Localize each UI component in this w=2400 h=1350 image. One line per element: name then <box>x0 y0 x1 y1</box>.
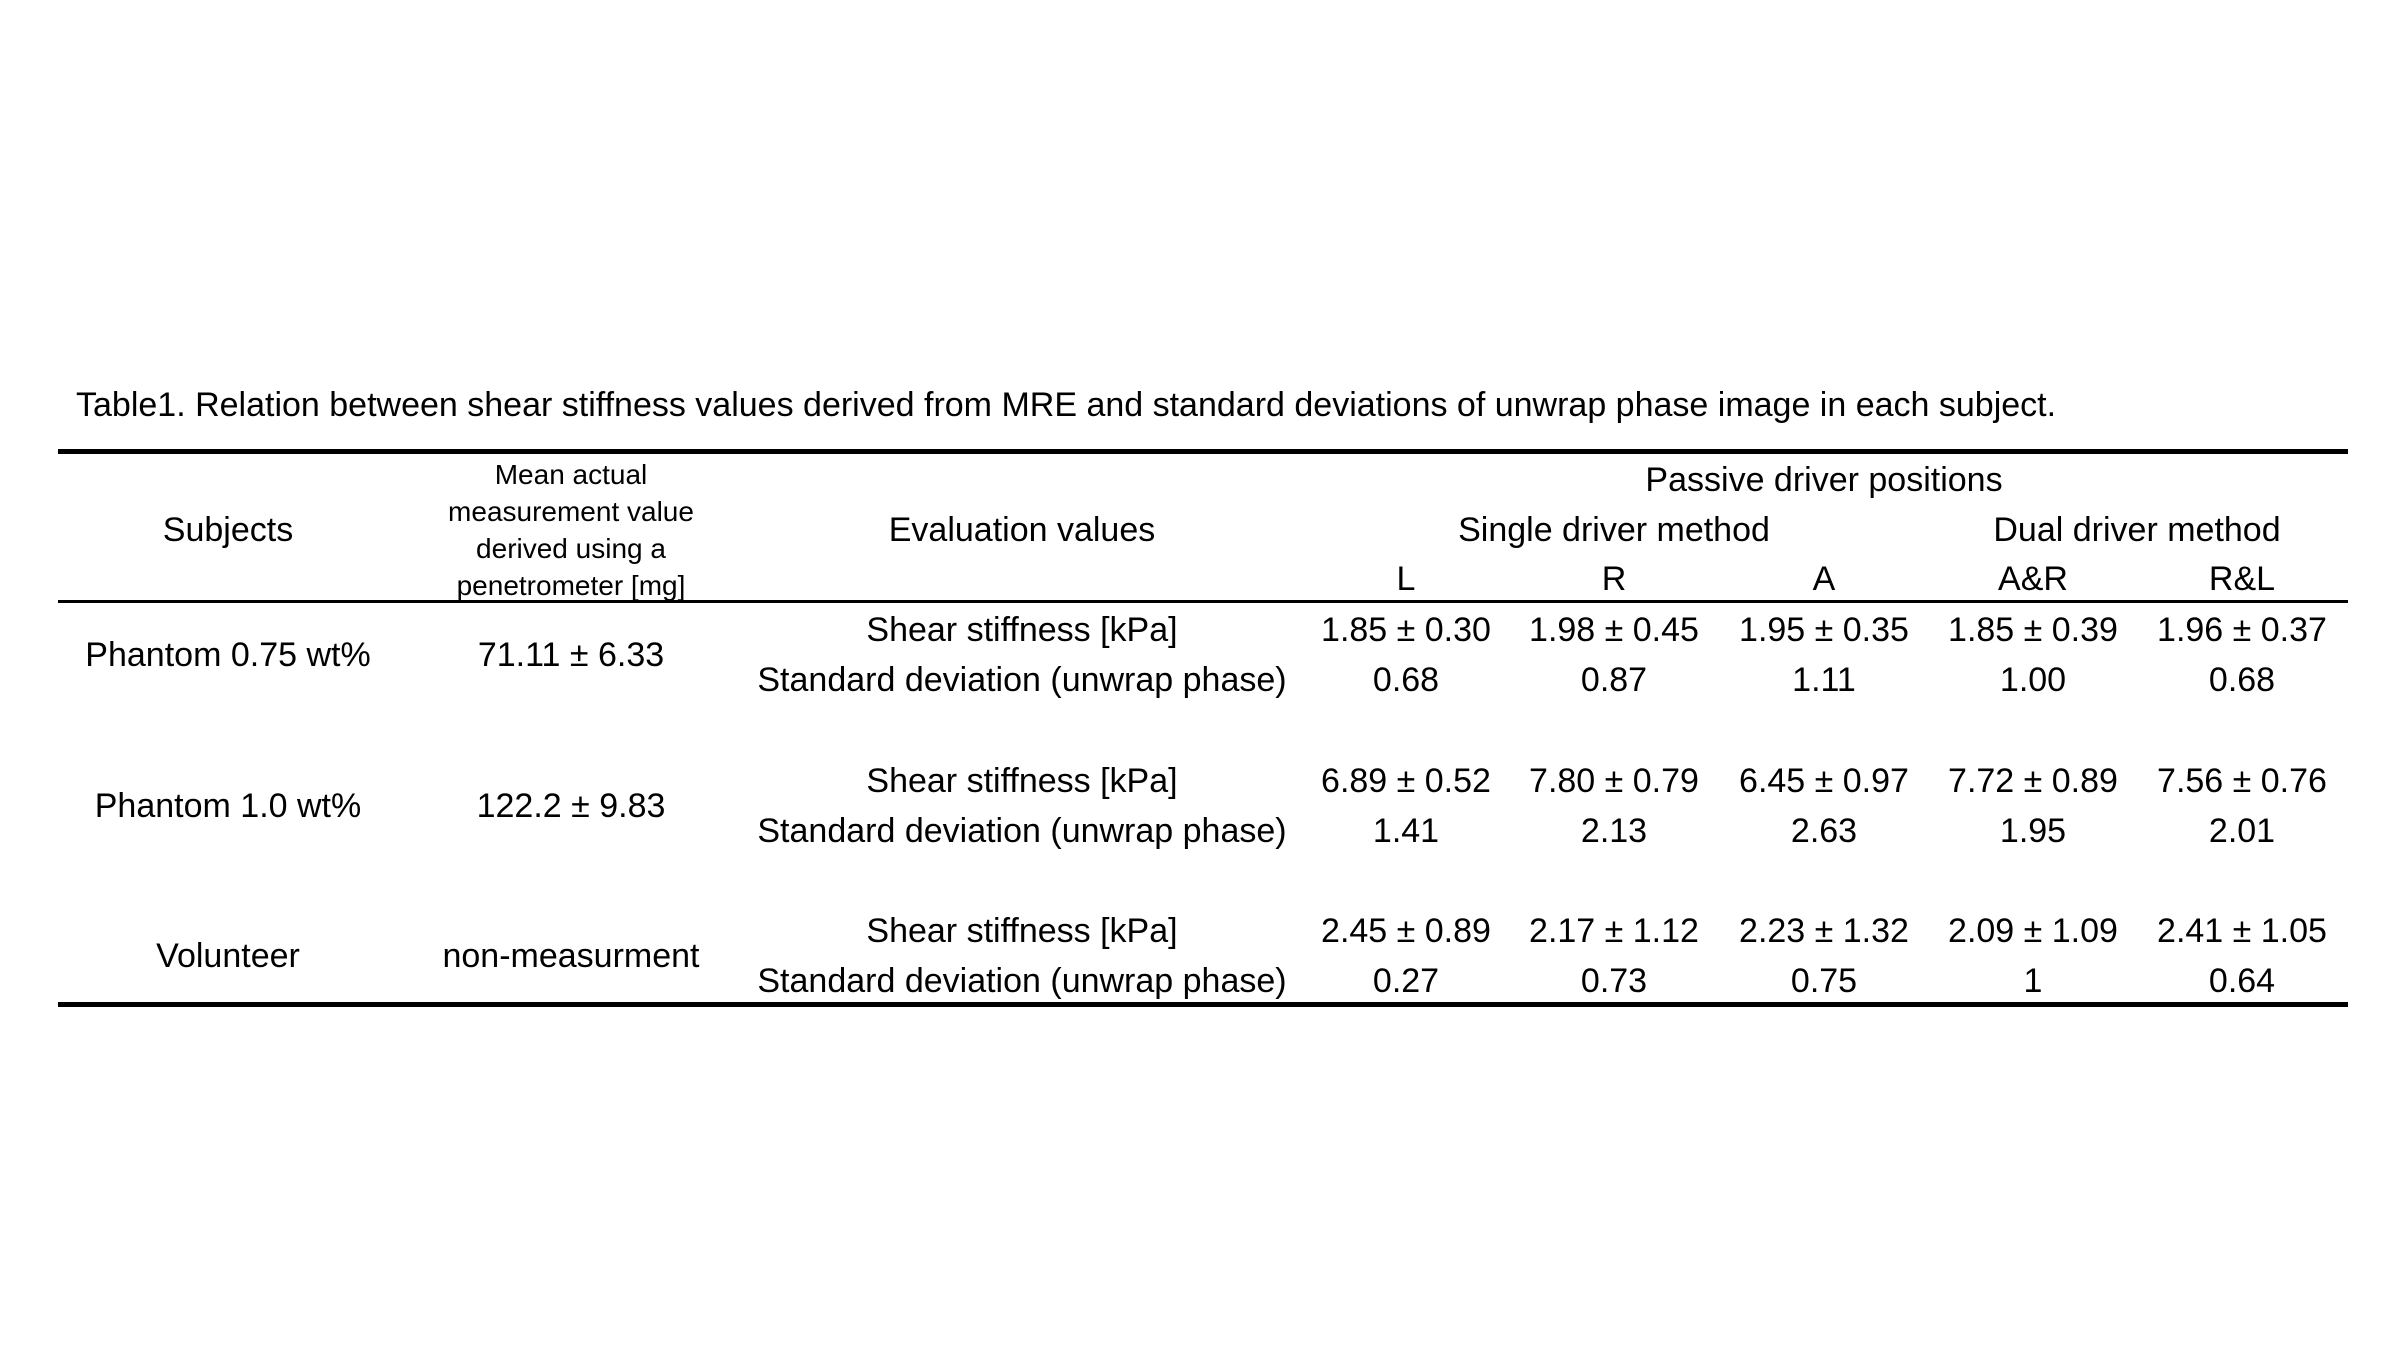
header-position-rl: R&L <box>2208 560 2276 598</box>
header-subjects: Subjects <box>162 511 294 549</box>
row-mean-value: 122.2 ± 9.83 <box>476 787 666 825</box>
cell-stiffness-rl: 1.96 ± 0.37 <box>2157 611 2327 649</box>
cell-sd-rl: 2.01 <box>2208 812 2276 850</box>
row-subject: Volunteer <box>156 937 300 975</box>
header-rule <box>58 600 2348 603</box>
cell-sd-r: 2.13 <box>1580 812 1648 850</box>
cell-sd-a: 1.11 <box>1792 661 1856 699</box>
header-position-l: L <box>1396 560 1416 598</box>
row-subject: Phantom 0.75 wt% <box>85 636 371 674</box>
row-stiffness-label: Shear stiffness [kPa] <box>866 762 1178 800</box>
cell-stiffness-ar: 1.85 ± 0.39 <box>1948 611 2118 649</box>
header-mean-value <box>448 456 694 604</box>
cell-stiffness-l: 1.85 ± 0.30 <box>1321 611 1491 649</box>
cell-sd-rl: 0.64 <box>2208 962 2276 1000</box>
header-mean-line: derived using a <box>476 533 666 564</box>
header-position-a: A <box>1812 560 1836 598</box>
row-stiffness-label: Shear stiffness [kPa] <box>866 912 1178 950</box>
cell-stiffness-rl: 2.41 ± 1.05 <box>2157 912 2327 950</box>
cell-sd-rl: 0.68 <box>2208 661 2276 699</box>
row-mean-value: non-measurment <box>442 937 700 975</box>
row-subject: Phantom 1.0 wt% <box>94 787 362 825</box>
cell-sd-a: 0.75 <box>1790 962 1858 1000</box>
header-passive-positions: Passive driver positions <box>1645 461 2003 499</box>
header-dual-method: Dual driver method <box>1993 511 2281 549</box>
header-mean-line: penetrometer [mg] <box>456 570 686 601</box>
cell-sd-r: 0.73 <box>1580 962 1648 1000</box>
cell-stiffness-ar: 7.72 ± 0.89 <box>1948 762 2118 800</box>
cell-stiffness-a: 6.45 ± 0.97 <box>1739 762 1909 800</box>
cell-stiffness-rl: 7.56 ± 0.76 <box>2157 762 2327 800</box>
cell-stiffness-r: 7.80 ± 0.79 <box>1529 762 1699 800</box>
top-rule <box>58 449 2348 454</box>
row-sd-label: Standard deviation (unwrap phase) <box>757 812 1287 850</box>
cell-stiffness-a: 1.95 ± 0.35 <box>1739 611 1909 649</box>
header-position-r: R <box>1601 560 1627 598</box>
bottom-rule <box>58 1002 2348 1007</box>
table-caption: Table1. Relation between shear stiffness values derived from MRE and standard deviations of unwrap phase image in each subject. <box>76 386 2057 424</box>
cell-stiffness-l: 2.45 ± 0.89 <box>1321 912 1491 950</box>
row-sd-label: Standard deviation (unwrap phase) <box>757 962 1287 1000</box>
row-mean-value: 71.11 ± 6.33 <box>477 636 665 674</box>
cell-sd-l: 0.27 <box>1372 962 1440 1000</box>
cell-stiffness-a: 2.23 ± 1.32 <box>1739 912 1909 950</box>
cell-stiffness-r: 1.98 ± 0.45 <box>1529 611 1699 649</box>
cell-stiffness-l: 6.89 ± 0.52 <box>1321 762 1491 800</box>
header-mean-line: measurement value <box>448 496 694 527</box>
cell-sd-r: 0.87 <box>1580 661 1648 699</box>
header-single-method: Single driver method <box>1458 511 1770 549</box>
header-evaluation: Evaluation values <box>888 511 1156 549</box>
cell-sd-a: 2.63 <box>1790 812 1858 850</box>
cell-sd-ar: 1 <box>2023 962 2043 1000</box>
cell-sd-ar: 1.95 <box>1999 812 2067 850</box>
cell-stiffness-r: 2.17 ± 1.12 <box>1529 912 1699 950</box>
header-mean-line: Mean actual <box>494 459 648 490</box>
row-stiffness-label: Shear stiffness [kPa] <box>866 611 1178 649</box>
row-sd-label: Standard deviation (unwrap phase) <box>757 661 1287 699</box>
cell-sd-l: 0.68 <box>1372 661 1440 699</box>
cell-sd-l: 1.41 <box>1372 812 1440 850</box>
cell-stiffness-ar: 2.09 ± 1.09 <box>1948 912 2118 950</box>
cell-sd-ar: 1.00 <box>1999 661 2067 699</box>
header-position-ar: A&R <box>1998 560 2068 598</box>
